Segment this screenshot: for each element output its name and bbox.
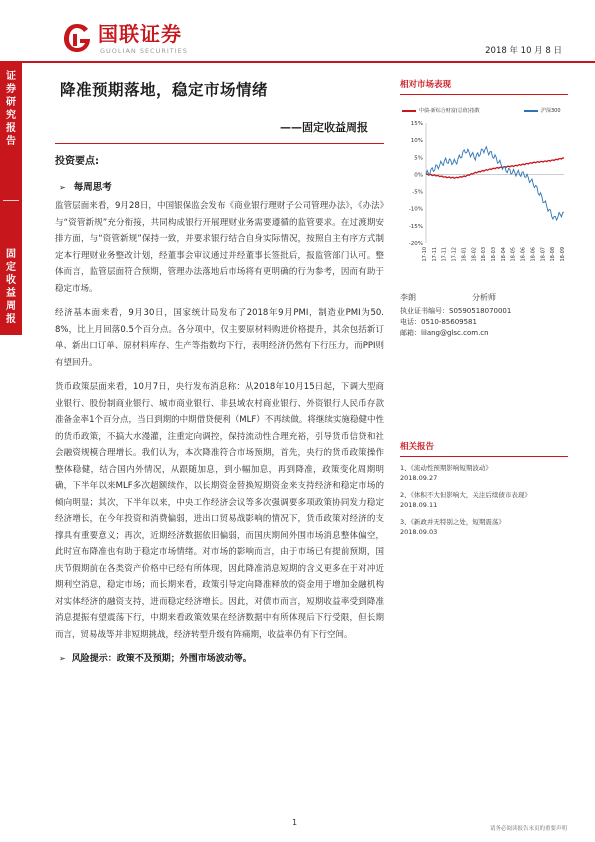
related-report-title[interactable]: 2、《体积不大但影响大，关注后续债市表现》 bbox=[400, 491, 531, 499]
x-tick-label: 18-06 bbox=[530, 247, 537, 262]
chart-svg bbox=[400, 103, 568, 273]
x-tick-label: 18-02 bbox=[471, 247, 478, 262]
arrow-bullet-icon: ➢ bbox=[59, 183, 66, 192]
disclaimer-note: 请务必阅读报告末页的重要声明 bbox=[489, 826, 567, 832]
analyst-name: 李朗 bbox=[400, 293, 416, 302]
y-tick-label: 15% bbox=[410, 121, 423, 127]
series-line-hs300 bbox=[426, 147, 564, 220]
risk-warning bbox=[55, 651, 384, 664]
x-tick-label: 18-09 bbox=[560, 247, 566, 262]
page-subtitle: ——固定收益周报 bbox=[280, 121, 368, 134]
y-tick-label: 5% bbox=[414, 155, 423, 162]
x-tick-label: 18-08 bbox=[550, 247, 557, 262]
x-tick-label: 17-11 bbox=[441, 247, 448, 262]
weekly-thoughts-heading bbox=[55, 179, 384, 193]
list-item[interactable] bbox=[400, 463, 568, 483]
x-tick-label: 18-04 bbox=[500, 247, 507, 262]
y-tick-label: -20% bbox=[408, 241, 423, 247]
legend-swatch-bond bbox=[402, 110, 416, 112]
analyst-email[interactable]: 邮箱：lilang@glsc.com.cn bbox=[400, 329, 489, 337]
x-tick-label: 18-07 bbox=[540, 247, 547, 262]
risk-warning-text: 风险提示：政策不及预期；外围市场波动等。 bbox=[71, 654, 252, 664]
market-performance-title: 相对市场表现 bbox=[400, 78, 568, 95]
title-divider bbox=[55, 143, 384, 144]
x-tick-label: 18-06 bbox=[520, 247, 527, 262]
performance-chart bbox=[400, 103, 568, 273]
y-tick-label: 0% bbox=[414, 172, 423, 179]
paragraph-economy: 经济基本面来看，9月30日，国家统计局发布了2018年9月PMI，制造业PMI为50.8%，比上月回落0.5个百分点。各分项中，仅主要原材料购进价格提升，其余包括新订单、新出口订单、原材料库存、生产等指数均下行，表明经济仍然有下行压力，而PPI则有望回升。 bbox=[55, 308, 384, 368]
weekly-thoughts-label: 每周思考 bbox=[73, 182, 112, 193]
legend-label-bond: 中债-新综合财富(总值)指数 bbox=[419, 108, 480, 114]
x-tick-label: 18-03 bbox=[481, 247, 488, 262]
report-date: 2018 年 10 月 8 日 bbox=[485, 46, 562, 56]
analyst-cert: 执业证书编号：S0590518070001 bbox=[400, 307, 512, 315]
legend-item-bond bbox=[402, 107, 480, 114]
related-reports bbox=[400, 440, 568, 544]
related-reports-title: 相关报告 bbox=[400, 440, 568, 457]
side-label-report-type: 证券研究报告 bbox=[6, 71, 16, 147]
related-report-title[interactable]: 3、《新政并无特别之处，短期震荡》 bbox=[400, 518, 505, 526]
legend-swatch-hs300 bbox=[524, 110, 538, 112]
logo-mark-icon bbox=[62, 22, 92, 54]
paragraph-monetary-policy: 货币政策层面来看，10月7日，央行发布消息称：从2018年10月15日起，下调大型商业银行、股份制商业银行、城市商业银行、非县域农村商业银行、外资银行人民币存款准备金率1个百分点，当日到期的中期借贷便利（MLF）不再续做。将继续实施稳健中性的货币政策，不搞大水漫灌，注重定向调控，保持流动性合理充裕，引导货币信贷和社会融资规模合理增长。我们认为，本次降准符合市场预期，首先，央行的货币政策操作整体稳健，结合国内外情况，从跟随加息，到小幅加息，再到降准，政策变化周期明确，下半年以来MLF多次超额续作，以长期资金替换短期资金来支持经济和稳定市场的倾向明显；其次，下半年以来，中央工作经济会议等多次强调要多项政策协同发力稳定经济增长，在今年投资和消费偏弱，进出口贸易战影响的情况下，货币政策对经济的支撑具有重要意义；再次，近期经济数据依旧偏弱，而国庆期间外围市场消息整体偏空，此时宣布降准也有助于稳定市场情绪。对市场的影响而言，由于市场已有提前预期，国庆节假期前在各类资产价格中已经有所体现，因此降准消息短期的含义更多在于对冲近期利空消息，稳定市场；而长期来看，政策引导定向降准释放的资金用于增加金融机构对实体经济的融资支持，进而稳定经济增长。因此，对债市而言，短期收益率受到降准消息提振有望震荡下行，中期来看政策效果在经济数据中有所体现后下行受限，但长期而言，贸易战等并非短期挑战，经济转型升级有阵痛期，收益率仍有下行空间。 bbox=[55, 382, 384, 640]
related-report-date: 2018.09.27 bbox=[400, 474, 438, 482]
y-tick-label: 10% bbox=[410, 138, 423, 145]
key-points-heading: 投资要点: bbox=[55, 156, 99, 167]
header-divider bbox=[0, 61, 595, 63]
arrow-bullet-icon: ➢ bbox=[59, 654, 66, 663]
y-tick-label: -5% bbox=[412, 189, 423, 196]
legend-item-hs300 bbox=[524, 107, 561, 114]
logo-chinese-text: 国联证券 bbox=[98, 22, 182, 46]
related-report-title[interactable]: 1、《流动性预期影响短期波动》 bbox=[400, 464, 492, 472]
analyst-title: 分析师 bbox=[472, 293, 496, 302]
paragraph-regulation: 监管层面来看，9月28日，中国银保监会发布《商业银行理财子公司管理办法》，《办法》与“资管新规”充分衔接，共同构成银行开展理财业务需要遵循的监管要求。在过渡期安排方面，与“资管新规”保持一致，并要求银行结合自身实际情况，按照自主有序方式制定本行理财业务整改计划，经董事会审议通过并经董事长签批后，报监管部门认可。整体而言，监管层面符合预期，管理办法落地后市场将有更明确的行为参考，因而有助于稳定市场。 bbox=[55, 201, 384, 294]
list-item[interactable] bbox=[400, 490, 568, 510]
analyst-info bbox=[400, 292, 568, 339]
page-number: 1 bbox=[292, 818, 298, 827]
x-tick-label: 18-03 bbox=[491, 247, 497, 262]
x-tick-label: 18-05 bbox=[510, 247, 517, 262]
x-tick-label: 18-01 bbox=[461, 247, 468, 262]
legend-label-hs300: 沪深300 bbox=[541, 108, 561, 114]
logo-english-text: GUOLIAN SECURITIES bbox=[100, 47, 188, 55]
main-content bbox=[55, 152, 384, 664]
side-label-report-series: 固定收益周报 bbox=[6, 249, 16, 325]
chart-legend bbox=[400, 105, 568, 117]
analyst-name-row bbox=[400, 292, 568, 304]
x-tick-label: 17-11 bbox=[431, 247, 438, 262]
sidebar-right bbox=[400, 78, 568, 273]
related-report-date: 2018.09.03 bbox=[400, 528, 438, 536]
side-divider bbox=[3, 200, 19, 201]
x-tick-label: 17-10 bbox=[422, 247, 428, 262]
company-logo bbox=[62, 22, 222, 56]
y-tick-label: -10% bbox=[408, 206, 423, 213]
y-tick-label: -15% bbox=[408, 223, 423, 230]
related-report-date: 2018.09.11 bbox=[400, 501, 438, 509]
x-tick-label: 17-12 bbox=[451, 247, 458, 262]
page-title: 降准预期落地，稳定市场情绪 bbox=[60, 81, 269, 99]
list-item[interactable] bbox=[400, 517, 568, 537]
analyst-phone: 电话：0510-85609581 bbox=[400, 318, 477, 326]
